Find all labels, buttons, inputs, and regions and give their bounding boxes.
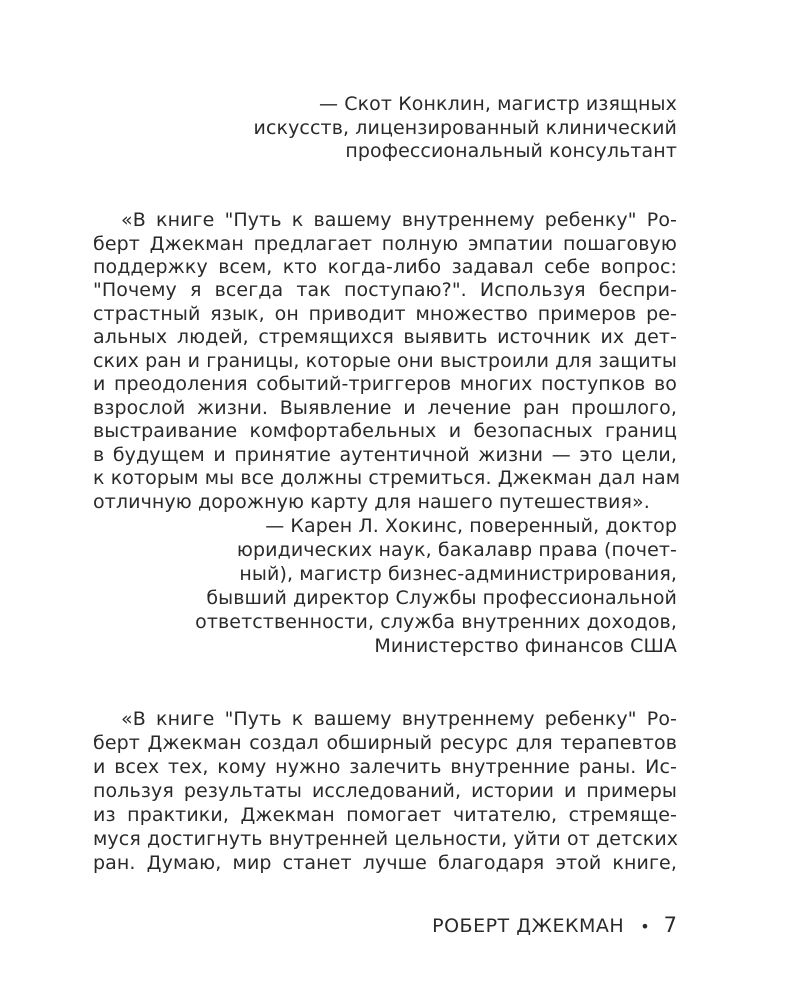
attribution-line: — Скот Конклин, магистр изящных	[319, 93, 677, 115]
quote-line: пользуя результаты исследований, истории и примеры	[93, 780, 677, 802]
quote-line: «В книге "Путь к вашему внутреннему ребенку" Ро-	[121, 209, 677, 231]
quote-line: поддержку всем, кто когда-либо задавал себе вопрос:	[93, 256, 677, 278]
attribution-line: юридических наук, бакалавр права (почет-	[236, 539, 677, 561]
quote-line: берт Джекман предлагает полную эмпатии пошаговую	[93, 233, 677, 255]
quote-line: муся достигнуть внутренней цельности, уйти от детских	[93, 828, 679, 850]
attribution-line: Министерство финансов США	[374, 635, 677, 657]
quote-line: к которым мы все должны стремиться. Джекман дал нам	[93, 467, 681, 489]
attribution-line: искусств, лицензированный клинический	[253, 117, 677, 139]
quote-line: альных людей, стремящихся выявить источник их дет-	[93, 326, 677, 348]
quote-line: страстный язык, он приводит множество примеров ре-	[93, 303, 677, 325]
attribution-line: ответственности, служба внутренних доходов,	[195, 611, 677, 633]
attribution-line: профессиональный консультант	[345, 140, 677, 162]
quote-line: взрослой жизни. Выявление и лечение ран прошлого,	[93, 397, 677, 419]
bullet-separator: •	[640, 917, 650, 936]
running-footer	[432, 914, 677, 938]
quote-line: «В книге "Путь к вашему внутреннему ребенку" Ро-	[121, 708, 677, 730]
quote-line: из практики, Джекман помогает читателю, стремяще-	[93, 804, 677, 826]
attribution-line: бывший директор Службы профессиональной	[206, 587, 677, 609]
attribution-line: ный), магистр бизнес-администрирования,	[239, 563, 677, 585]
quote-line: ран. Думаю, мир станет лучше благодаря этой книге,	[93, 852, 677, 874]
attribution-line: — Карен Л. Хокинс, поверенный, доктор	[265, 515, 677, 537]
quote-line: берт Джекман создал обширный ресурс для терапевтов	[93, 732, 677, 754]
quote-line: и преодоления событий-триггеров многих поступков во	[93, 373, 677, 395]
quote-line: выстраивание комфортабельных и безопасных границ	[93, 420, 677, 442]
quote-line: и всех тех, кому нужно залечить внутренние раны. Ис-	[93, 756, 677, 778]
quote-line: отличную дорожную карту для нашего путешествия».	[93, 491, 650, 513]
page-number: 7	[663, 913, 677, 937]
running-footer-author: РОБЕРТ ДЖЕКМАН	[432, 915, 625, 937]
quote-line: "Почему я всегда так поступаю?". Используя беспри-	[93, 279, 677, 301]
quote-line: в будущем и принятие аутентичной жизни — это цели,	[93, 444, 677, 466]
quote-line: ских ран и границы, которые они выстроили для защиты	[93, 350, 677, 372]
